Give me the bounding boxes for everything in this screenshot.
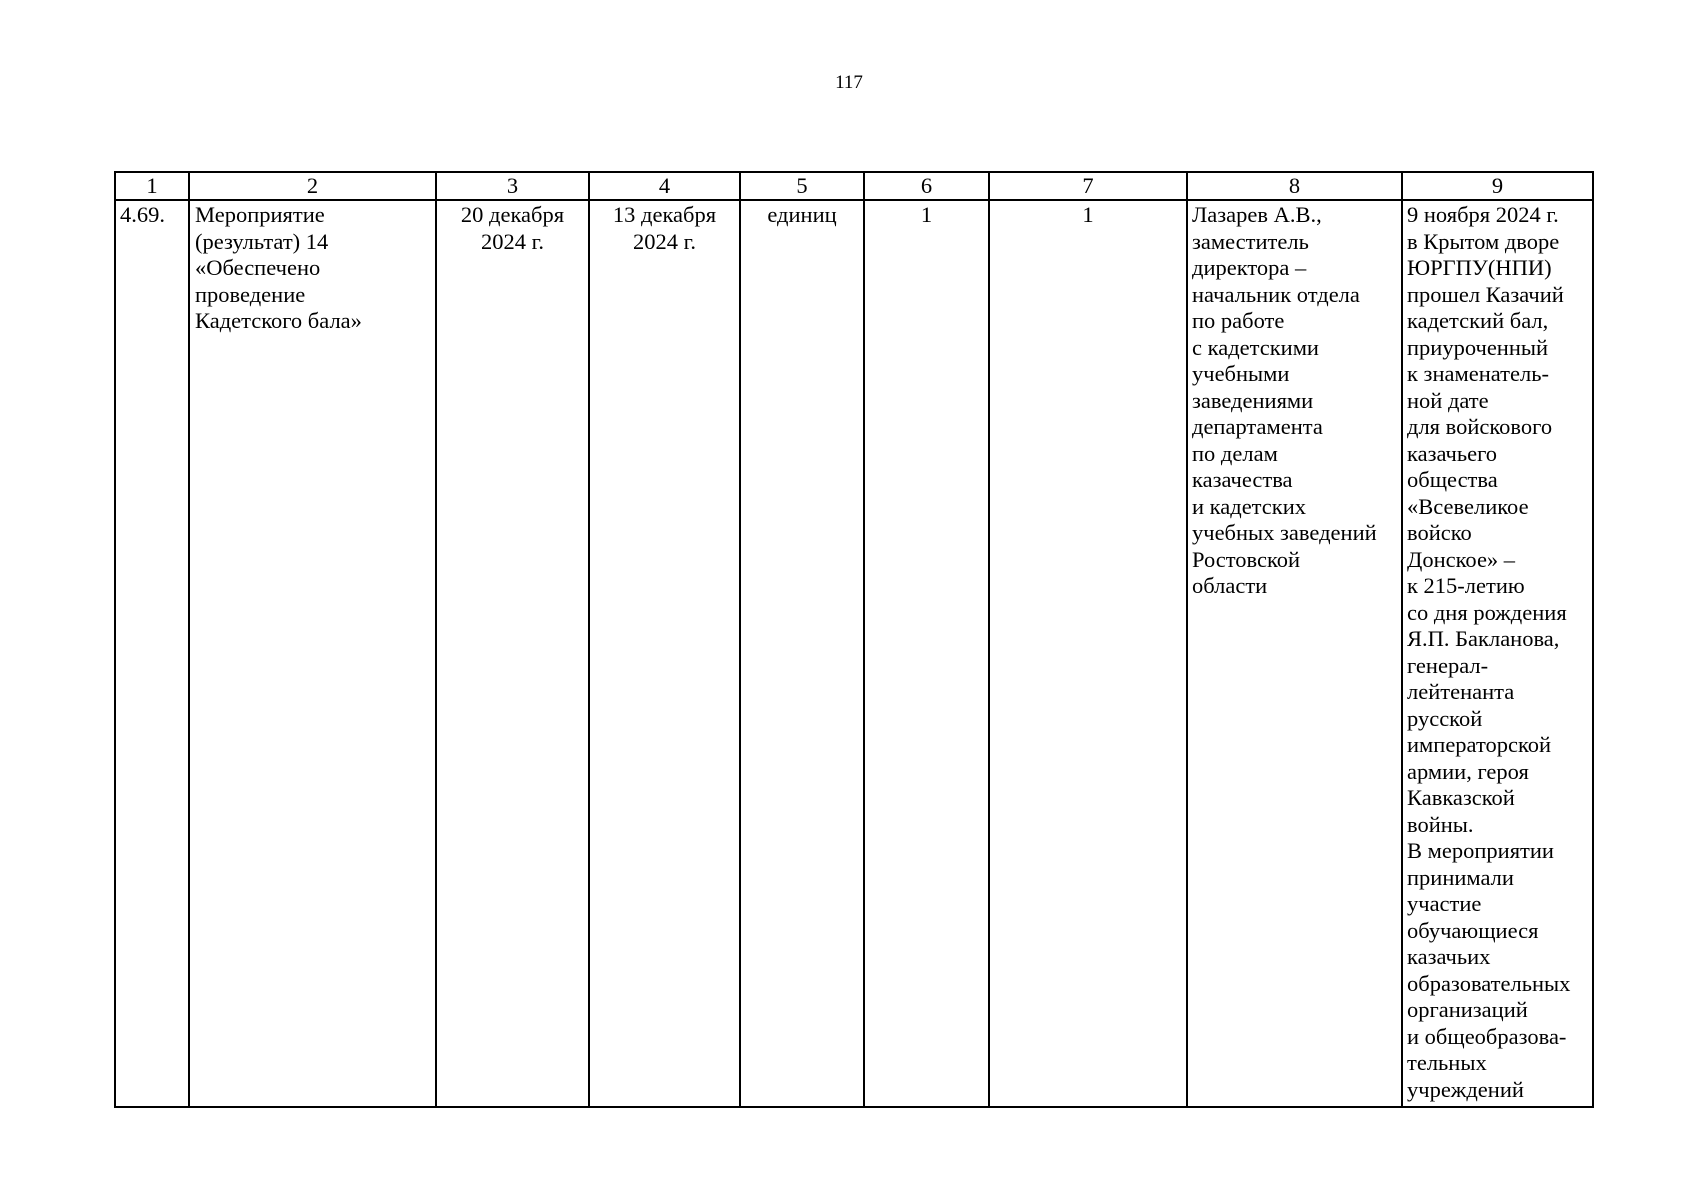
header-cell-2: 2 <box>189 172 436 200</box>
page-number: 117 <box>835 72 863 93</box>
header-cell-3: 3 <box>436 172 589 200</box>
report-table <box>114 171 1594 1108</box>
header-cell-8: 8 <box>1187 172 1402 200</box>
responsible-person-cell: Лазарев А.В., заместитель директора – начальник отдела по работе с кадетскими учебными заведениями департамента по делам казачества и кадетских учебных заведений Ростовской области <box>1187 200 1402 1107</box>
planned-date-cell: 20 декабря 2024 г. <box>436 200 589 1107</box>
header-cell-7: 7 <box>989 172 1187 200</box>
row-number-cell: 4.69. <box>115 200 189 1107</box>
header-cell-6: 6 <box>864 172 989 200</box>
planned-value-cell: 1 <box>864 200 989 1107</box>
header-cell-5: 5 <box>740 172 864 200</box>
unit-cell: единиц <box>740 200 864 1107</box>
event-name-cell: Мероприятие (результат) 14 «Обеспечено проведение Кадетского бала» <box>189 200 436 1107</box>
header-cell-1: 1 <box>115 172 189 200</box>
header-cell-4: 4 <box>589 172 740 200</box>
actual-date-cell: 13 декабря 2024 г. <box>589 200 740 1107</box>
actual-value-cell: 1 <box>989 200 1187 1107</box>
header-cell-9: 9 <box>1402 172 1593 200</box>
table-header-row <box>115 172 1593 200</box>
table-row <box>115 200 1593 1107</box>
description-cell: 9 ноября 2024 г. в Крытом дворе ЮРГПУ(НПИ) прошел Казачий кадетский бал, приуроченный к знаменатель- ной дате для войскового казачьего общества «Всевеликое войско Донское» – к 215-летию со дня рождения Я.П. Бакланова, генерал- лейтенанта русской императорской армии, героя Кавказской войны. В мероприятии принимали участие обучающиеся казачьих образовательных организаций и общеобразова- тельных учреждений <box>1402 200 1593 1107</box>
